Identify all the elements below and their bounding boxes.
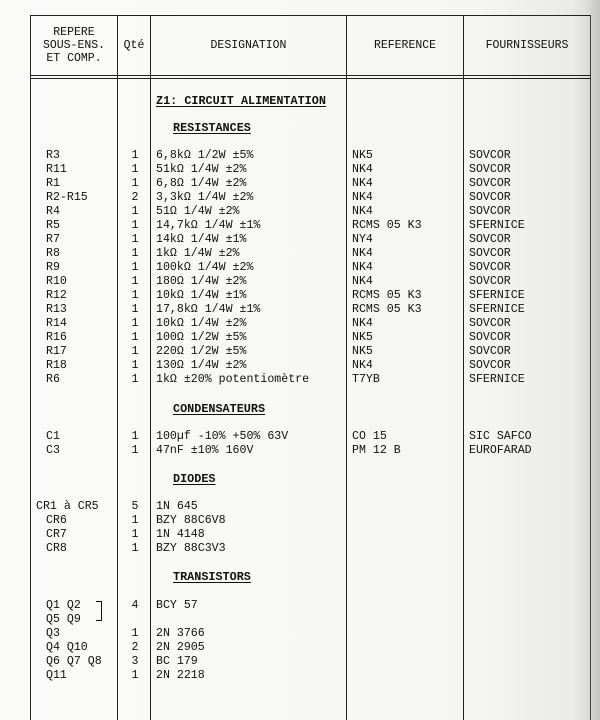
- row-reference: NK4: [352, 163, 373, 176]
- row-qty: 1: [131, 430, 139, 443]
- row-qty: 1: [131, 289, 139, 302]
- row-qty: 2: [131, 191, 139, 204]
- row-reference: RCMS 05 K3: [352, 289, 422, 302]
- header-qte: Qté: [123, 38, 145, 52]
- row-repere: Q3: [46, 627, 60, 640]
- page-edge-shadow: [574, 0, 600, 720]
- row-reference: RCMS 05 K3: [352, 303, 422, 316]
- row-repere: R17: [46, 345, 67, 358]
- row-designation: 100kΩ 1/4W ±2%: [156, 261, 254, 274]
- row-qty: 1: [131, 247, 139, 260]
- row-reference: PM 12 B: [352, 444, 401, 457]
- column-divider-fournisseurs: [463, 15, 464, 720]
- row-fournisseur: SOVCOR: [469, 261, 511, 274]
- row-designation: 2N 3766: [156, 627, 205, 640]
- row-reference: NK4: [352, 261, 373, 274]
- row-designation: 10kΩ 1/4W ±1%: [156, 289, 247, 302]
- row-designation: 3,3kΩ 1/4W ±2%: [156, 191, 254, 204]
- row-fournisseur: SFERNICE: [469, 373, 525, 386]
- row-designation: 1N 645: [156, 500, 198, 513]
- row-qty: 1: [131, 317, 139, 330]
- header-divider-second: [30, 78, 591, 79]
- row-reference: NK4: [352, 317, 373, 330]
- row-designation: BZY 88C6V8: [156, 514, 226, 527]
- row-qty: 1: [131, 373, 139, 386]
- row-qty: 1: [131, 528, 139, 541]
- row-qty: 1: [131, 219, 139, 232]
- row-fournisseur: SFERNICE: [469, 303, 525, 316]
- row-repere: R8: [46, 247, 60, 260]
- row-qty: 1: [131, 331, 139, 344]
- row-designation: BC 179: [156, 655, 198, 668]
- row-fournisseur: SOVCOR: [469, 205, 511, 218]
- section-resistances: RESISTANCES: [173, 121, 251, 135]
- row-qty: 4: [131, 599, 139, 612]
- row-fournisseur: SOVCOR: [469, 275, 511, 288]
- row-qty: 1: [131, 542, 139, 555]
- row-designation: 220Ω 1/2W ±5%: [156, 345, 247, 358]
- row-reference: T7YB: [352, 373, 380, 386]
- row-reference: NK5: [352, 149, 373, 162]
- row-qty: 1: [131, 261, 139, 274]
- row-designation: 100µf -10% +50% 63V: [156, 430, 289, 443]
- row-repere: R14: [46, 317, 67, 330]
- row-designation: 17,8kΩ 1/4W ±1%: [156, 303, 261, 316]
- row-repere: R10: [46, 275, 67, 288]
- row-qty: 1: [131, 514, 139, 527]
- row-reference: NK4: [352, 247, 373, 260]
- row-qty: 1: [131, 359, 139, 372]
- row-repere: R7: [46, 233, 60, 246]
- row-repere: Q1 Q2 Q5 Q9: [46, 599, 81, 626]
- row-qty: 1: [131, 345, 139, 358]
- row-qty: 5: [131, 500, 139, 513]
- row-designation: 6,8kΩ 1/2W ±5%: [156, 149, 254, 162]
- row-designation: BCY 57: [156, 599, 198, 612]
- row-designation: 2N 2905: [156, 641, 205, 654]
- row-repere: R9: [46, 261, 60, 274]
- row-designation: 51kΩ 1/4W ±2%: [156, 163, 247, 176]
- circuit-title: Z1: CIRCUIT ALIMENTATION: [156, 94, 326, 108]
- section-diodes: DIODES: [173, 472, 216, 486]
- row-repere: R1: [46, 177, 60, 190]
- section-transistors: TRANSISTORS: [173, 570, 251, 584]
- row-reference: RCMS 05 K3: [352, 219, 422, 232]
- row-repere: R5: [46, 219, 60, 232]
- row-qty: 1: [131, 303, 139, 316]
- row-reference: NK4: [352, 275, 373, 288]
- row-repere: R13: [46, 303, 67, 316]
- row-reference: NK4: [352, 359, 373, 372]
- row-fournisseur: SFERNICE: [469, 219, 525, 232]
- row-fournisseur: SOVCOR: [469, 247, 511, 260]
- row-qty: 3: [131, 655, 139, 668]
- row-qty: 1: [131, 163, 139, 176]
- row-designation: 1kΩ ±20% potentiomètre: [156, 373, 310, 386]
- row-reference: CO 15: [352, 430, 387, 443]
- row-reference: NK4: [352, 191, 373, 204]
- row-designation: 14kΩ 1/4W ±1%: [156, 233, 247, 246]
- row-repere: R3: [46, 149, 60, 162]
- row-repere: CR7: [46, 528, 67, 541]
- header-fournisseurs: FOURNISSEURS: [485, 38, 569, 52]
- header-reference: REFERENCE: [373, 38, 437, 52]
- row-reference: NK5: [352, 345, 373, 358]
- row-designation: 6,8Ω 1/4W ±2%: [156, 177, 247, 190]
- row-repere: R16: [46, 331, 67, 344]
- row-repere: R2-R15: [46, 191, 88, 204]
- row-designation: BZY 88C3V3: [156, 542, 226, 555]
- row-repere: C3: [46, 444, 60, 457]
- row-fournisseur: SIC SAFCO: [469, 430, 532, 443]
- row-repere: CR8: [46, 542, 67, 555]
- row-qty: 1: [131, 627, 139, 640]
- row-reference: NK4: [352, 205, 373, 218]
- row-fournisseur: SOVCOR: [469, 163, 511, 176]
- row-fournisseur: SOVCOR: [469, 149, 511, 162]
- row-repere: Q4 Q10: [46, 641, 88, 654]
- header-repere: REPERE SOUS-ENS. ET COMP.: [42, 25, 106, 65]
- row-repere: CR1 à CR5: [36, 500, 99, 513]
- row-repere: R12: [46, 289, 67, 302]
- row-qty: 1: [131, 233, 139, 246]
- row-fournisseur: SOVCOR: [469, 345, 511, 358]
- row-repere: C1: [46, 430, 60, 443]
- row-fournisseur: SOVCOR: [469, 317, 511, 330]
- row-fournisseur: SFERNICE: [469, 289, 525, 302]
- column-divider-qty: [117, 15, 118, 720]
- table-border-left: [30, 15, 31, 720]
- row-fournisseur: SOVCOR: [469, 233, 511, 246]
- row-designation: 180Ω 1/4W ±2%: [156, 275, 247, 288]
- row-designation: 14,7kΩ 1/4W ±1%: [156, 219, 261, 232]
- row-designation: 51Ω 1/4W ±2%: [156, 205, 240, 218]
- row-reference: NY4: [352, 233, 373, 246]
- column-divider-reference: [346, 15, 347, 720]
- row-repere: R11: [46, 163, 67, 176]
- row-repere: Q6 Q7 Q8: [46, 655, 102, 668]
- row-reference: NK4: [352, 177, 373, 190]
- column-divider-designation: [150, 15, 151, 720]
- row-qty: 1: [131, 444, 139, 457]
- row-fournisseur: EUROFARAD: [469, 444, 532, 457]
- row-repere: R6: [46, 373, 60, 386]
- row-qty: 1: [131, 669, 139, 682]
- section-condensateurs: CONDENSATEURS: [173, 402, 266, 416]
- row-designation: 10kΩ 1/4W ±2%: [156, 317, 247, 330]
- row-designation: 2N 2218: [156, 669, 205, 682]
- row-designation: 1kΩ 1/4W ±2%: [156, 247, 240, 260]
- row-repere: R18: [46, 359, 67, 372]
- row-designation: 130Ω 1/4W ±2%: [156, 359, 247, 372]
- row-designation: 100Ω 1/2W ±5%: [156, 331, 247, 344]
- row-qty: 1: [131, 275, 139, 288]
- row-repere: CR6: [46, 514, 67, 527]
- row-qty: 1: [131, 205, 139, 218]
- row-repere: R4: [46, 205, 60, 218]
- row-fournisseur: SOVCOR: [469, 177, 511, 190]
- row-repere: Q11: [46, 669, 67, 682]
- row-fournisseur: SOVCOR: [469, 331, 511, 344]
- row-qty: 2: [131, 641, 139, 654]
- row-designation: 1N 4148: [156, 528, 205, 541]
- grouping-bracket: [96, 601, 102, 621]
- row-reference: NK5: [352, 331, 373, 344]
- row-fournisseur: SOVCOR: [469, 191, 511, 204]
- header-divider: [30, 75, 591, 76]
- row-qty: 1: [131, 177, 139, 190]
- row-designation: 47nF ±10% 160V: [156, 444, 254, 457]
- row-fournisseur: SOVCOR: [469, 359, 511, 372]
- header-designation: DESIGNATION: [210, 38, 287, 52]
- row-qty: 1: [131, 149, 139, 162]
